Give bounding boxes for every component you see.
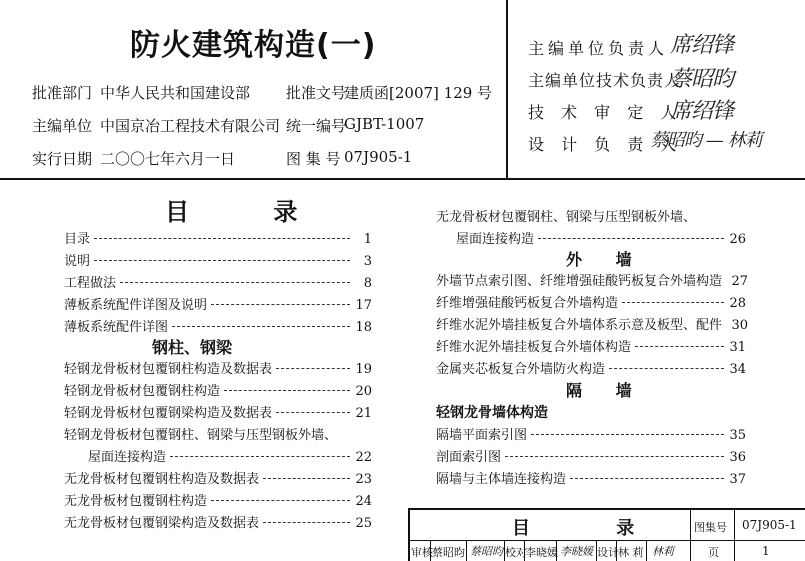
toc-item-page: 30: [731, 318, 749, 333]
review-name: 蔡昭昀: [432, 546, 465, 559]
toc-item[interactable]: [64, 228, 372, 248]
header-bottom-rule: [0, 178, 805, 180]
unified-no-label: 统一编号: [286, 117, 347, 135]
title-block: [408, 508, 805, 561]
toc-item-text: 工程做法: [64, 276, 117, 291]
toc-item-page: 34: [729, 362, 746, 377]
approve-doc: 建质函[2007] 129 号: [344, 84, 493, 102]
toc-item[interactable]: [64, 402, 372, 422]
toc-item-text: 轻钢龙骨板材包覆钢梁构造及数据表: [64, 406, 273, 421]
toc-item[interactable]: [64, 380, 372, 400]
toc-item[interactable]: [436, 424, 746, 444]
section-title-partition: 隔 墙: [566, 381, 646, 400]
toc-item-page: 26: [729, 232, 746, 247]
toc-item[interactable]: [436, 446, 746, 466]
leader-dots: [172, 326, 350, 327]
leader-dots: [622, 302, 724, 303]
leader-dots: [263, 478, 350, 479]
page-title: 防火建筑构造(一): [130, 28, 377, 63]
toc-item-text: 隔墙与主体墙连接构造: [436, 472, 567, 487]
atlas-no-label: 图 集 号: [286, 150, 341, 168]
toc-item-page: 36: [729, 450, 746, 465]
toc-item-text: 无龙骨板材包覆钢柱构造及数据表: [64, 472, 260, 487]
toc-item-page: 35: [729, 428, 746, 443]
design-name: 林 莉: [618, 546, 644, 559]
toc-item[interactable]: [436, 206, 746, 226]
design-label: 设计: [597, 546, 619, 559]
leader-dots: [94, 238, 350, 239]
toc-title: 目 录: [165, 198, 336, 226]
check-label: 校对: [505, 546, 527, 559]
toc-item-page: 18: [355, 320, 372, 335]
toc-item-text: 无龙骨板材包覆钢柱构造: [64, 494, 208, 509]
toc-item-text: 屋面连接构造: [88, 450, 167, 465]
resp-signature-2: 蔡昭昀: [670, 67, 734, 92]
leader-dots: [505, 456, 724, 457]
leader-dots: [635, 346, 724, 347]
toc-item-page: 17: [355, 298, 372, 313]
leader-dots: [570, 478, 724, 479]
toc-item-page: 24: [355, 494, 372, 509]
header-divider: [506, 0, 508, 178]
toc-item[interactable]: [64, 424, 372, 444]
toc-item[interactable]: [436, 336, 746, 356]
toc-item-text: 金属夹芯板复合外墙防火构造: [436, 362, 606, 377]
section-title-steel: 钢柱、钢梁: [152, 338, 233, 357]
toc-item-page: 20: [355, 384, 372, 399]
resp-signature-1: 席绍锋: [670, 33, 734, 58]
leader-dots: [94, 260, 350, 261]
resp-label-2: 主编单位技术负责人: [528, 71, 682, 90]
titleblock-atlas-label: 图集号: [694, 521, 727, 534]
toc-item-page: 3: [363, 254, 372, 269]
leader-dots: [263, 522, 350, 523]
toc-item[interactable]: [64, 272, 372, 292]
editor-unit: 中国京冶工程技术有限公司: [100, 117, 281, 135]
unified-no: GJBT-1007: [344, 115, 425, 133]
toc-item[interactable]: [436, 292, 746, 312]
toc-item-text: 剖面索引图: [436, 450, 502, 465]
toc-item-page: 1: [363, 232, 372, 247]
approve-doc-label: 批准文号: [286, 84, 347, 102]
toc-item-text: 纤维增强硅酸钙板复合外墙构造: [436, 296, 619, 311]
impl-date-label: 实行日期: [32, 150, 93, 168]
toc-item-text: 无龙骨板材包覆钢梁构造及数据表: [64, 516, 260, 531]
check-signature: 李晓媛: [560, 545, 593, 558]
toc-item-text: 外墙节点索引图、纤维增强硅酸钙板复合外墙构造: [436, 274, 723, 289]
leader-dots: [609, 368, 724, 369]
toc-item[interactable]: [64, 250, 372, 270]
toc-item-text: 轻钢龙骨板材包覆钢柱构造: [64, 384, 221, 399]
toc-item-text: 目录: [64, 232, 91, 247]
review-label: 审核: [411, 546, 433, 559]
toc-item-page: 19: [355, 362, 372, 377]
toc-item-text: 轻钢龙骨板材包覆钢柱、钢梁与压型钢板外墙、: [64, 428, 338, 443]
toc-item[interactable]: [64, 468, 372, 488]
design-signature: 林莉: [652, 545, 674, 558]
toc-item[interactable]: [64, 490, 372, 510]
toc-item-text: 薄板系统配件详图: [64, 320, 169, 335]
resp-signature-4: 蔡昭昀 — 林莉: [650, 130, 762, 151]
toc-item-page: 23: [355, 472, 372, 487]
toc-item-text: 屋面连接构造: [456, 232, 535, 247]
toc-item-text: 纤维水泥外墙挂板复合外墙体系示意及板型、配件: [436, 318, 723, 333]
section-title-light-steel: 轻钢龙骨墙体构造: [436, 405, 548, 421]
resp-label-1: 主编单位负责人: [528, 39, 669, 58]
leader-dots: [120, 282, 350, 283]
toc-item-text: 无龙骨板材包覆钢柱、钢梁与压型钢板外墙、: [436, 210, 697, 225]
toc-item-text: 纤维水泥外墙挂板复合外墙体构造: [436, 340, 632, 355]
resp-signature-3: 席绍锋: [670, 99, 734, 124]
review-signature: 蔡昭昀: [470, 545, 503, 558]
impl-date: 二〇〇七年六月一日: [100, 150, 236, 168]
editor-unit-label: 主编单位: [32, 117, 93, 135]
toc-item-page: 25: [355, 516, 372, 531]
titleblock-name: 目 录: [512, 518, 675, 539]
page-label: 页: [708, 546, 719, 559]
toc-item-page: 28: [729, 296, 746, 311]
toc-item[interactable]: [456, 228, 746, 248]
toc-item[interactable]: [88, 446, 372, 466]
toc-item-page: 21: [355, 406, 372, 421]
toc-item[interactable]: [64, 512, 372, 532]
leader-dots: [211, 500, 350, 501]
check-name: 李晓媛: [525, 546, 558, 559]
approve-dept: 中华人民共和国建设部: [100, 84, 251, 102]
toc-item[interactable]: [64, 294, 372, 314]
toc-item[interactable]: [64, 358, 372, 378]
toc-item[interactable]: [436, 468, 746, 488]
leader-dots: [531, 434, 724, 435]
titleblock-atlas-no: 07J905-1: [742, 518, 797, 532]
toc-item-page: 27: [731, 274, 749, 289]
toc-item-text: 轻钢龙骨板材包覆钢柱构造及数据表: [64, 362, 273, 377]
approve-dept-label: 批准部门: [32, 84, 93, 102]
toc-item-text: 薄板系统配件详图及说明: [64, 298, 208, 313]
toc-item-text: 隔墙平面索引图: [436, 428, 528, 443]
toc-item[interactable]: [64, 316, 372, 336]
toc-item[interactable]: [436, 314, 749, 334]
leader-dots: [211, 304, 350, 305]
leader-dots: [276, 412, 350, 413]
resp-label-3: 技 术 审 定 人: [528, 103, 683, 122]
toc-item-page: 37: [729, 472, 746, 487]
resp-label-4: 设 计 负 责 人: [528, 135, 683, 154]
leader-dots: [276, 368, 350, 369]
section-title-exterior-wall: 外 墙: [566, 250, 646, 269]
leader-dots: [538, 238, 724, 239]
leader-dots: [170, 456, 350, 457]
toc-item-text: 说明: [64, 254, 91, 269]
toc-item-page: 31: [729, 340, 746, 355]
toc-item-page: 8: [363, 276, 372, 291]
leader-dots: [224, 390, 350, 391]
toc-item-page: 22: [355, 450, 372, 465]
toc-item[interactable]: [436, 358, 746, 378]
toc-item[interactable]: [436, 270, 749, 290]
page-number: 1: [762, 544, 770, 558]
atlas-no: 07J905-1: [344, 148, 413, 166]
